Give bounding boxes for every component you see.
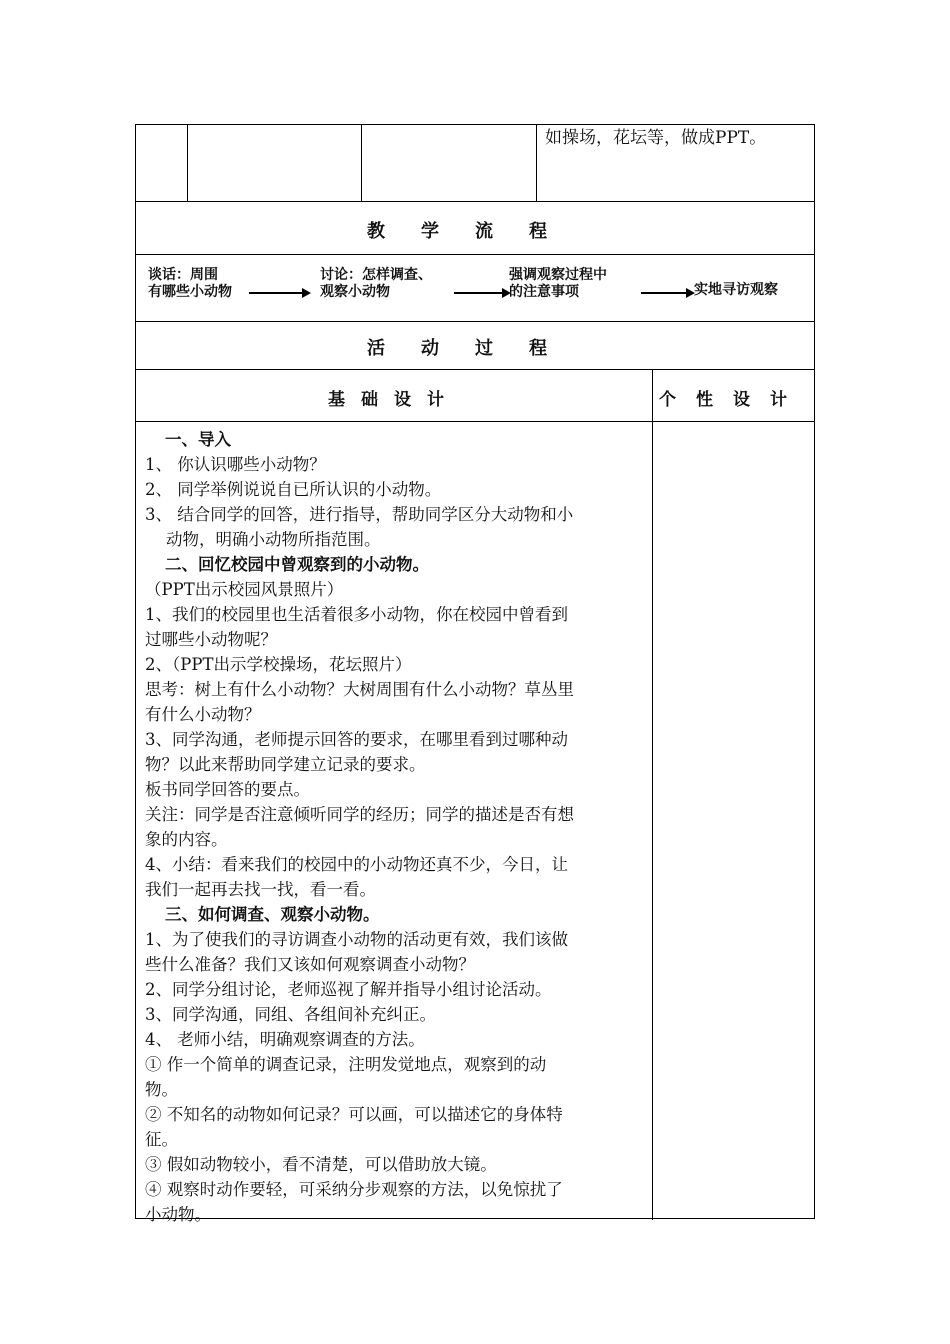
column-header-personal: 个性设计 bbox=[659, 390, 807, 410]
content-line: 物。 bbox=[145, 1080, 178, 1099]
flow-step-1-line-1: 谈话：周围 bbox=[148, 267, 218, 283]
top-row-divider bbox=[361, 125, 362, 201]
row-divider bbox=[136, 321, 814, 322]
content-line: 过哪些小动物呢？ bbox=[145, 630, 277, 649]
flow-step-2 bbox=[320, 267, 432, 301]
content-line: 1、 你认识哪些小动物？ bbox=[145, 455, 326, 474]
content-line: 我们一起再去找一找，看一看。 bbox=[145, 880, 376, 899]
lesson-plan-table bbox=[135, 124, 815, 1224]
content-line: 4、小结：看来我们的校园中的小动物还真不少，今日，让 bbox=[145, 855, 568, 874]
content-line: 板书同学回答的要点。 bbox=[145, 780, 310, 799]
content-line: 1、为了使我们的寻访调查小动物的活动更有效，我们该做 bbox=[145, 930, 568, 949]
row-divider bbox=[136, 201, 814, 202]
content-line: 1、我们的校园里也生活着很多小动物，你在校园中曾看到 bbox=[145, 605, 568, 624]
row-divider bbox=[136, 369, 814, 370]
content-line: 征。 bbox=[145, 1130, 178, 1149]
section-title-flow: 教学流程 bbox=[367, 221, 583, 242]
flow-step-2-line-2: 观察小动物 bbox=[320, 284, 390, 300]
content-line: ④ 观察时动作要轻，可采纳分步观察的方法，以免惊扰了 bbox=[145, 1180, 563, 1199]
flow-arrow bbox=[641, 292, 693, 294]
section-title-activity: 活动过程 bbox=[367, 338, 583, 359]
flow-step-3-line-2: 的注意事项 bbox=[509, 284, 579, 300]
column-divider bbox=[652, 369, 653, 1220]
content-line: 2、 同学举例说说自已所认识的小动物。 bbox=[145, 480, 442, 499]
column-header-basic: 基础设计 bbox=[328, 390, 460, 410]
content-line: 些什么准备？我们又该如何观察调查小动物？ bbox=[145, 955, 475, 974]
content-line: 小动物。 bbox=[145, 1205, 211, 1224]
content-line: 3、 结合同学的回答，进行指导，帮助同学区分大动物和小 bbox=[145, 505, 574, 524]
row-divider bbox=[136, 254, 814, 255]
section-heading: 二、回忆校园中曾观察到的小动物。 bbox=[165, 555, 429, 574]
content-line: 2、同学分组讨论，老师巡视了解并指导小组讨论活动。 bbox=[145, 980, 552, 999]
content-line: 3、同学沟通，同组、各组间补充纠正。 bbox=[145, 1005, 436, 1024]
content-line: ① 作一个简单的调查记录，注明发觉地点，观察到的动 bbox=[145, 1055, 547, 1074]
flow-step-1 bbox=[148, 267, 232, 301]
content-line: （PPT出示校园风景照片） bbox=[145, 580, 344, 599]
top-row-note: 如操场，花坛等，做成PPT。 bbox=[545, 128, 767, 148]
flow-arrow bbox=[454, 292, 509, 294]
section-heading: 一、导入 bbox=[165, 430, 231, 449]
content-line: 关注：同学是否注意倾听同学的经历；同学的描述是否有想 bbox=[145, 805, 574, 824]
flow-step-3 bbox=[509, 267, 607, 301]
flow-step-4: 实地寻访观察 bbox=[694, 282, 778, 298]
content-line: 物？以此来帮助同学建立记录的要求。 bbox=[145, 755, 426, 774]
content-line: 4、 老师小结，明确观察调查的方法。 bbox=[145, 1030, 425, 1049]
content-line: 动物，明确小动物所指范围。 bbox=[166, 530, 381, 549]
flow-step-1-line-2: 有哪些小动物 bbox=[148, 284, 232, 300]
content-line: 2、（PPT出示学校操场，花坛照片） bbox=[145, 655, 412, 674]
flow-step-2-line-1: 讨论：怎样调查、 bbox=[320, 267, 432, 283]
content-line: ③ 假如动物较小，看不清楚，可以借助放大镜。 bbox=[145, 1155, 497, 1174]
top-row-divider bbox=[187, 125, 188, 201]
row-divider bbox=[136, 421, 814, 422]
content-line: 象的内容。 bbox=[145, 830, 228, 849]
content-line: 3、同学沟通，老师提示回答的要求，在哪里看到过哪种动 bbox=[145, 730, 568, 749]
flow-step-3-line-1: 强调观察过程中 bbox=[509, 267, 607, 283]
content-line: 有什么小动物？ bbox=[145, 705, 261, 724]
content-line: 思考：树上有什么小动物？大树周围有什么小动物？草丛里 bbox=[145, 680, 574, 699]
flow-arrow bbox=[249, 292, 309, 294]
content-line: ② 不知名的动物如何记录？可以画，可以描述它的身体特 bbox=[145, 1105, 563, 1124]
section-heading: 三、如何调查、观察小动物。 bbox=[165, 905, 380, 924]
top-row-divider bbox=[536, 125, 537, 201]
basic-design-content bbox=[145, 427, 645, 1227]
